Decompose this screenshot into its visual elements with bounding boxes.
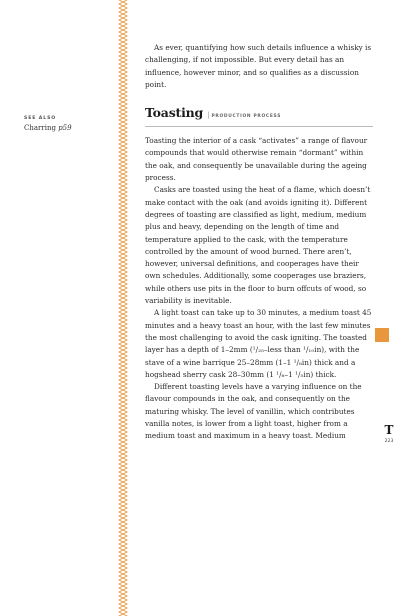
section-category: PRODUCTION PROCESS	[211, 114, 282, 120]
heading-separator: |	[207, 111, 210, 120]
index-tab-marker	[375, 328, 389, 342]
body-paragraph: Casks are toasted using the heat of a flame, which doesn’t make contact with the oak (and avoids igniting it). Different degrees of toasting are classified as light, medium, medium plus and heavy, depending on the length of time and temperature applied to the cask, with the temperature controlled by the amount of wood burned. There aren’t, however, universal definitions, and cooperages have their own schedules. Additionally, some cooperages use braziers, while others use pits in the floor to burn offcuts of wood, so variability is inevitable.	[145, 185, 371, 306]
see-also-sidebar	[24, 116, 114, 132]
cross-reference-title: Charring	[24, 124, 59, 132]
see-also-label: SEE ALSO	[24, 116, 57, 121]
body-paragraph: A light toast can take up to 30 minutes, a medium toast 45 minutes and a heavy toast an hour, with the last few minutes the most challenging to avoid the cask igniting. The toasted layer has a depth of 1–2mm (¹/₂₅–less than ¹/₁₀in), with the stave of a wine barrique 25–28mm (1–1 ¹/₈in) thick and a hogshead sherry cask 28–30mm (1 ¹/₈–1 ¹/₅in) thick.	[145, 308, 372, 379]
section-title: Toasting	[145, 105, 204, 121]
intro-paragraph: As ever, quantifying how such details influence a whisky is challenging, if not impossible. But every detail has an influence, however minor, and so qualifies as a discussion point.	[145, 43, 372, 89]
cross-reference-page: p59	[58, 124, 72, 132]
section-heading	[145, 102, 373, 127]
main-text-column	[145, 42, 373, 443]
page-number: 223	[384, 439, 394, 444]
decorative-zigzag-border	[118, 0, 128, 616]
body-paragraph: Toasting the interior of a cask “activates” a range of flavour compounds that would otherwise remain “dormant” within the oak, and consequently be unavailable during the ageing process.	[145, 136, 368, 183]
cross-reference[interactable]	[24, 124, 114, 132]
index-letter: T	[384, 423, 394, 437]
body-paragraph: Different toasting levels have a varying influence on the flavour compounds in the oak, and consequently on the maturing whisky. The level of vanillin, which contributes vanilla notes, is lower from a light toast, higher from a medium toast and maximum in a heavy toast. Medium	[145, 382, 362, 441]
